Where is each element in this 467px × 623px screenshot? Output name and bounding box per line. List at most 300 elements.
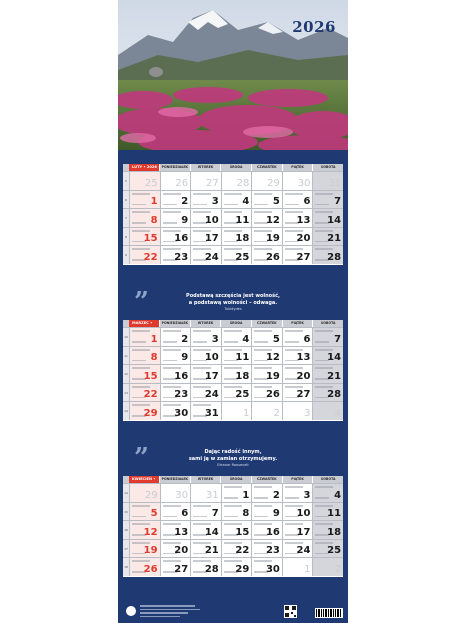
day-cell <box>160 191 191 209</box>
nameday-text <box>254 193 272 195</box>
nameday-text <box>254 386 272 388</box>
nameday-text <box>285 386 303 388</box>
day-number: 30 <box>174 407 189 419</box>
day-number: 2 <box>273 407 280 419</box>
day-number: 20 <box>174 545 189 556</box>
month-header <box>123 476 343 483</box>
day-cell <box>190 191 221 209</box>
day-cell <box>190 228 221 246</box>
nameday-text <box>132 330 150 332</box>
day-cell <box>129 172 160 190</box>
day-cell <box>190 503 221 521</box>
nameday-text <box>285 330 303 332</box>
day-cell <box>221 402 252 420</box>
day-cell <box>251 246 282 264</box>
nameday-text <box>254 560 272 562</box>
day-cell <box>312 246 343 264</box>
day-number: 29 <box>143 407 158 419</box>
week-number: 8 <box>123 228 129 246</box>
week-row <box>123 208 343 227</box>
day-number: 23 <box>174 389 189 400</box>
nameday-text <box>254 211 272 213</box>
nameday-text <box>315 193 333 195</box>
day-cell <box>251 328 282 346</box>
nameday-text <box>193 349 211 351</box>
day-number: 15 <box>143 370 158 382</box>
day-cell <box>190 558 221 576</box>
week-row <box>123 502 343 521</box>
day-number: 18 <box>327 526 342 538</box>
nameday-text <box>163 222 177 224</box>
weekday-header: ŚRODA <box>220 476 251 483</box>
day-number: 27 <box>206 177 219 189</box>
day-number: 26 <box>265 389 280 400</box>
nameday-text <box>163 230 181 232</box>
nameday-text <box>224 542 242 544</box>
quote-line: Dając radość innym, <box>204 449 262 455</box>
nameday-text <box>163 204 177 206</box>
day-number: 30 <box>297 177 311 189</box>
day-number: 2 <box>334 563 342 575</box>
day-cell <box>282 228 313 246</box>
day-cell <box>190 209 221 227</box>
day-number: 12 <box>265 214 280 226</box>
wall-calendar <box>118 0 348 623</box>
day-cell <box>129 540 160 558</box>
day-number: 24 <box>296 545 311 556</box>
day-cell <box>190 246 221 264</box>
nameday-text <box>132 560 150 562</box>
nameday-text <box>163 360 177 362</box>
day-number: 1 <box>150 333 158 345</box>
nameday-text <box>254 349 272 351</box>
nameday-text <box>132 367 150 369</box>
nameday-text <box>132 204 146 206</box>
week-row <box>123 483 343 502</box>
day-cell <box>312 347 343 365</box>
day-number: 10 <box>296 508 311 519</box>
day-cell <box>129 484 160 502</box>
nameday-text <box>224 386 242 388</box>
day-number: 29 <box>267 177 280 189</box>
day-number: 1 <box>242 407 250 419</box>
week-row <box>123 539 343 558</box>
week-row <box>123 245 343 264</box>
day-cell <box>251 558 282 576</box>
day-number: 27 <box>174 563 189 575</box>
day-cell <box>160 246 191 264</box>
week-row <box>123 171 343 190</box>
day-cell <box>129 503 160 521</box>
nameday-text <box>224 486 242 488</box>
nameday-text <box>315 341 329 343</box>
day-number: 10 <box>204 214 219 226</box>
day-cell <box>251 503 282 521</box>
day-cell <box>160 540 191 558</box>
weekday-header: CZWARTEK <box>251 320 282 327</box>
day-cell <box>312 365 343 383</box>
day-cell <box>221 484 252 502</box>
nameday-text <box>315 505 333 507</box>
day-cell <box>160 402 191 420</box>
weekday-header: CZWARTEK <box>251 476 282 483</box>
day-number: 26 <box>265 251 280 263</box>
nameday-text <box>285 230 303 232</box>
nameday-text <box>315 497 329 499</box>
day-cell <box>221 191 252 209</box>
week-number: 14 <box>123 402 129 420</box>
nameday-text <box>315 230 333 232</box>
day-cell <box>312 402 343 420</box>
day-cell <box>160 484 191 502</box>
day-cell <box>221 347 252 365</box>
day-cell <box>160 172 191 190</box>
week-number: 13 <box>123 384 129 402</box>
nameday-text <box>224 349 242 351</box>
day-number: 25 <box>235 251 250 263</box>
month-label: LUTY • 2026 <box>129 164 159 171</box>
qr-code-icon <box>284 605 297 618</box>
day-number: 8 <box>150 352 158 363</box>
day-cell <box>160 521 191 539</box>
day-number: 1 <box>242 489 250 501</box>
day-number: 17 <box>296 526 311 538</box>
day-cell <box>251 347 282 365</box>
day-cell <box>282 209 313 227</box>
nameday-text <box>224 560 242 562</box>
day-number: 13 <box>174 526 189 538</box>
nameday-text <box>285 248 303 250</box>
day-number: 27 <box>296 251 311 263</box>
nameday-text <box>163 330 181 332</box>
day-cell <box>251 402 282 420</box>
day-number: 25 <box>235 389 250 400</box>
day-number: 4 <box>242 333 250 345</box>
day-number: 27 <box>296 389 311 400</box>
nameday-text <box>254 486 272 488</box>
nameday-text <box>254 497 268 499</box>
nameday-text <box>132 222 146 224</box>
day-cell <box>282 503 313 521</box>
day-number: 24 <box>204 389 219 400</box>
day-number: 9 <box>181 214 189 226</box>
day-cell <box>160 328 191 346</box>
day-cell <box>312 503 343 521</box>
day-number: 31 <box>328 177 342 189</box>
nameday-text <box>193 560 211 562</box>
nameday-text <box>224 193 242 195</box>
day-number: 22 <box>143 389 158 400</box>
day-cell <box>282 540 313 558</box>
weekday-header: PONIEDZIAŁEK <box>159 476 190 483</box>
weekday-header: PIĄTEK <box>282 320 313 327</box>
quote-mark-icon: ” <box>134 443 149 473</box>
day-number: 2 <box>181 196 189 207</box>
nameday-text <box>224 230 242 232</box>
day-cell <box>282 384 313 402</box>
day-cell <box>190 402 221 420</box>
week-number: 6 <box>123 191 129 209</box>
day-cell <box>282 558 313 576</box>
day-number: 6 <box>303 196 311 207</box>
nameday-text <box>254 523 272 525</box>
month-header <box>123 164 343 171</box>
weekday-header: SOBOTA <box>312 476 343 483</box>
day-cell <box>312 384 343 402</box>
day-cell <box>129 347 160 365</box>
nameday-text <box>163 404 181 406</box>
day-number: 3 <box>303 489 311 501</box>
day-cell <box>251 365 282 383</box>
weekday-header: PONIEDZIAŁEK <box>159 164 190 171</box>
day-cell <box>251 521 282 539</box>
day-number: 6 <box>303 333 311 345</box>
day-number: 20 <box>296 233 311 244</box>
day-cell <box>221 328 252 346</box>
nameday-text <box>254 516 268 518</box>
day-number: 1 <box>150 196 158 207</box>
nameday-text <box>224 330 242 332</box>
day-cell <box>312 228 343 246</box>
day-cell <box>129 558 160 576</box>
day-number: 12 <box>265 352 280 363</box>
week-number: 12 <box>123 365 129 383</box>
day-number: 29 <box>144 489 158 501</box>
weekday-header: PIĄTEK <box>282 476 313 483</box>
quote-block <box>118 443 348 473</box>
nameday-text <box>224 516 238 518</box>
day-cell <box>312 209 343 227</box>
nameday-text <box>224 523 242 525</box>
day-number: 11 <box>327 508 342 519</box>
nameday-text <box>224 341 238 343</box>
quote-author: Eleanor Roosevelt <box>217 463 249 467</box>
weekday-header: WTOREK <box>190 320 221 327</box>
nameday-text <box>132 505 150 507</box>
day-cell <box>190 484 221 502</box>
weekday-header: PIĄTEK <box>282 164 313 171</box>
week-row <box>123 190 343 209</box>
nameday-text <box>132 404 150 406</box>
day-cell <box>312 484 343 502</box>
nameday-text <box>163 341 177 343</box>
nameday-text <box>193 367 211 369</box>
nameday-text <box>163 349 181 351</box>
day-cell <box>221 521 252 539</box>
day-number: 5 <box>272 333 280 345</box>
nameday-text <box>254 330 272 332</box>
day-cell <box>251 191 282 209</box>
day-cell <box>221 540 252 558</box>
nameday-text <box>193 523 211 525</box>
day-cell <box>251 540 282 558</box>
day-number: 23 <box>174 251 189 263</box>
weekday-header: ŚRODA <box>220 320 251 327</box>
nameday-text <box>163 505 181 507</box>
day-cell <box>129 228 160 246</box>
day-number: 22 <box>235 545 250 556</box>
week-row <box>123 401 343 420</box>
nameday-text <box>285 341 299 343</box>
week-row <box>123 520 343 539</box>
day-cell <box>160 365 191 383</box>
day-cell <box>190 347 221 365</box>
day-cell <box>251 172 282 190</box>
weekday-header: SOBOTA <box>312 164 343 171</box>
nameday-text <box>193 516 207 518</box>
day-cell <box>160 384 191 402</box>
nameday-text <box>285 486 303 488</box>
quote-line: a podstawą wolności – odwaga. <box>188 300 278 306</box>
nameday-text <box>315 211 333 213</box>
nameday-text <box>163 516 177 518</box>
day-cell <box>129 209 160 227</box>
day-number: 13 <box>296 214 311 226</box>
nameday-text <box>315 330 333 332</box>
nameday-text <box>285 497 299 499</box>
day-number: 5 <box>272 196 280 207</box>
publisher-logo-icon <box>126 606 136 616</box>
quote-author: Tukidydes <box>224 307 242 311</box>
day-cell <box>129 191 160 209</box>
day-number: 14 <box>327 352 342 363</box>
nameday-text <box>315 542 333 544</box>
nameday-text <box>193 204 207 206</box>
month-grid-april <box>123 476 343 577</box>
nameday-text <box>132 516 146 518</box>
nameday-text <box>315 486 333 488</box>
week-number: 9 <box>123 246 129 264</box>
quote-line: Podstawą szczęścia jest wolność, <box>186 293 280 299</box>
day-cell <box>221 384 252 402</box>
day-number: 19 <box>143 545 158 556</box>
nameday-text <box>285 505 303 507</box>
day-cell <box>312 558 343 576</box>
day-cell <box>129 328 160 346</box>
day-number: 18 <box>235 370 250 382</box>
nameday-text <box>163 523 181 525</box>
week-number: 10 <box>123 328 129 346</box>
day-number: 12 <box>143 526 158 538</box>
day-number: 15 <box>143 233 158 244</box>
week-number: 7 <box>123 209 129 227</box>
day-number: 28 <box>327 389 342 400</box>
nameday-text <box>315 386 333 388</box>
nameday-text <box>193 193 211 195</box>
nameday-text <box>254 204 268 206</box>
day-cell <box>221 558 252 576</box>
day-cell <box>190 365 221 383</box>
day-number: 7 <box>334 333 342 345</box>
nameday-text <box>132 349 150 351</box>
day-number: 2 <box>181 333 189 345</box>
day-cell <box>221 503 252 521</box>
nameday-text <box>163 248 181 250</box>
week-row <box>123 557 343 576</box>
week-row <box>123 364 343 383</box>
barcode-icon <box>315 608 343 618</box>
week-number: 5 <box>123 172 129 190</box>
nameday-text <box>315 349 333 351</box>
nameday-text <box>224 204 238 206</box>
day-cell <box>160 558 191 576</box>
month-label: MARZEC • <box>129 320 159 327</box>
day-number: 18 <box>235 233 250 244</box>
day-number: 1 <box>304 563 311 575</box>
day-number: 20 <box>296 370 311 382</box>
month-grid-march <box>123 320 343 421</box>
day-number: 5 <box>150 508 158 519</box>
day-number: 11 <box>235 352 250 363</box>
day-number: 16 <box>174 370 189 382</box>
day-cell <box>282 347 313 365</box>
nameday-text <box>193 330 211 332</box>
nameday-text <box>285 193 303 195</box>
nameday-text <box>132 386 150 388</box>
quote-block <box>118 287 348 317</box>
day-cell <box>160 228 191 246</box>
day-cell <box>282 365 313 383</box>
day-number: 3 <box>211 196 219 207</box>
day-number: 21 <box>204 545 219 556</box>
week-number: 11 <box>123 347 129 365</box>
day-cell <box>221 172 252 190</box>
day-cell <box>282 246 313 264</box>
nameday-text <box>193 404 211 406</box>
day-number: 25 <box>144 177 158 189</box>
nameday-text <box>132 523 150 525</box>
day-cell <box>221 228 252 246</box>
nameday-text <box>224 367 242 369</box>
nameday-text <box>315 204 329 206</box>
day-cell <box>129 365 160 383</box>
day-number: 13 <box>296 352 311 363</box>
day-number: 4 <box>334 489 342 501</box>
day-number: 10 <box>204 352 219 363</box>
nameday-text <box>163 367 181 369</box>
nameday-text <box>254 505 272 507</box>
day-number: 15 <box>235 526 250 538</box>
nameday-text <box>193 211 211 213</box>
day-cell <box>312 328 343 346</box>
nameday-text <box>254 248 272 250</box>
day-cell <box>190 328 221 346</box>
day-number: 19 <box>265 233 280 244</box>
day-cell <box>221 246 252 264</box>
day-number: 28 <box>327 251 342 263</box>
day-cell <box>190 172 221 190</box>
week-number: 18 <box>123 558 129 576</box>
day-number: 14 <box>204 526 219 538</box>
day-number: 31 <box>204 407 219 419</box>
publisher-info <box>140 605 200 619</box>
nameday-text <box>315 367 333 369</box>
day-number: 24 <box>204 251 219 263</box>
nameday-text <box>315 523 333 525</box>
day-number: 17 <box>204 233 219 244</box>
month-label: KWIECIEŃ • <box>129 476 159 483</box>
weekday-header: CZWARTEK <box>251 164 282 171</box>
quote-line: sami ją w zamian otrzymujemy. <box>188 456 278 462</box>
nameday-text <box>163 560 181 562</box>
day-number: 8 <box>242 508 250 519</box>
nameday-text <box>132 360 146 362</box>
weekday-header: WTOREK <box>190 476 221 483</box>
weekday-header: SOBOTA <box>312 320 343 327</box>
day-number: 26 <box>143 563 158 575</box>
week-row <box>123 346 343 365</box>
day-cell <box>129 521 160 539</box>
